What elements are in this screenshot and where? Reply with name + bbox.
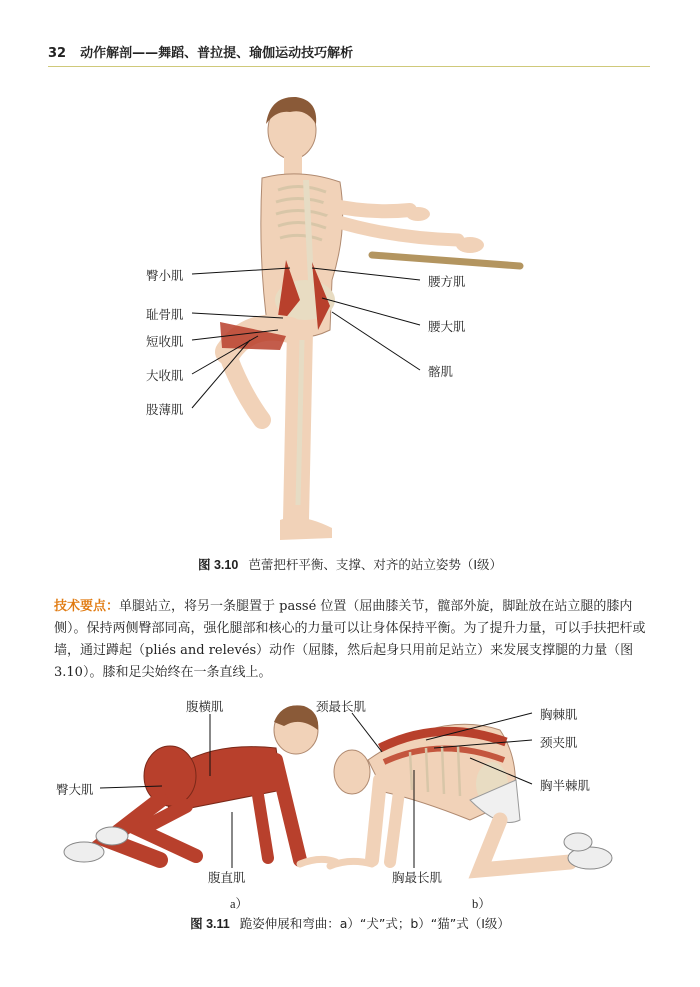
- subfigure-a-label: a）: [230, 897, 249, 911]
- label-transversus-abdominis: 腹横肌: [186, 699, 224, 714]
- label-quadratus-lumborum: 腰方肌: [428, 274, 466, 289]
- book-title: 动作解剖——舞蹈、普拉提、瑜伽运动技巧解析: [80, 46, 354, 61]
- figure-3-11-number: 图 3.11: [190, 917, 230, 931]
- figure-3-11-caption: [100, 914, 600, 932]
- subfigure-b-label: b）: [472, 897, 491, 911]
- label-gracilis: 股薄肌: [146, 402, 184, 417]
- label-adductor-magnus: 大收肌: [146, 368, 184, 383]
- label-adductor-brevis: 短收肌: [146, 334, 184, 349]
- label-rectus-abdominis: 腹直肌: [208, 870, 246, 885]
- page-number: 32: [48, 46, 67, 61]
- figure-3-11-caption-text: 跪姿伸展和弯曲：a）“犬”式；b）“猫”式（Ⅰ级）: [239, 916, 510, 931]
- technique-tips-text: 单腿站立，将另一条腿置于 passé 位置（屈曲膝关节，髋部外旋，脚趾放在站立腿的膝内侧）。保持两侧臀部同高，强化腿部和核心的力量可以让身体保持平衡。为了提升力量，可以手扶把杆或墙，通过蹲起（pliés and relevés）动作（屈膝，然后起身只用前足站立）来发展支撑腿的力量（图 3.10）。膝和足尖始终在一条直线上。: [54, 599, 646, 680]
- technique-tips-key: 技术要点：: [54, 599, 120, 614]
- label-psoas-major: 腰大肌: [428, 319, 466, 334]
- label-gluteus-maximus: 臀大肌: [56, 782, 94, 797]
- label-longissimus-thoracis: 胸最长肌: [392, 870, 443, 885]
- label-semispinalis-thoracis: 胸半棘肌: [540, 778, 591, 793]
- label-gluteus-minimus: 臀小肌: [146, 268, 184, 283]
- figure-3-10-caption-text: 芭蕾把杆平衡、支撑、对齐的站立姿势（Ⅰ级）: [248, 557, 502, 572]
- label-longissimus-cervicis: 颈最长肌: [316, 699, 367, 714]
- label-spinalis-thoracis: 胸棘肌: [540, 707, 578, 722]
- label-splenius-cervicis: 颈夹肌: [540, 735, 578, 750]
- figure-3-10-number: 图 3.10: [198, 558, 239, 572]
- label-pectineus: 耻骨肌: [146, 307, 184, 322]
- label-iliacus: 髂肌: [428, 364, 454, 379]
